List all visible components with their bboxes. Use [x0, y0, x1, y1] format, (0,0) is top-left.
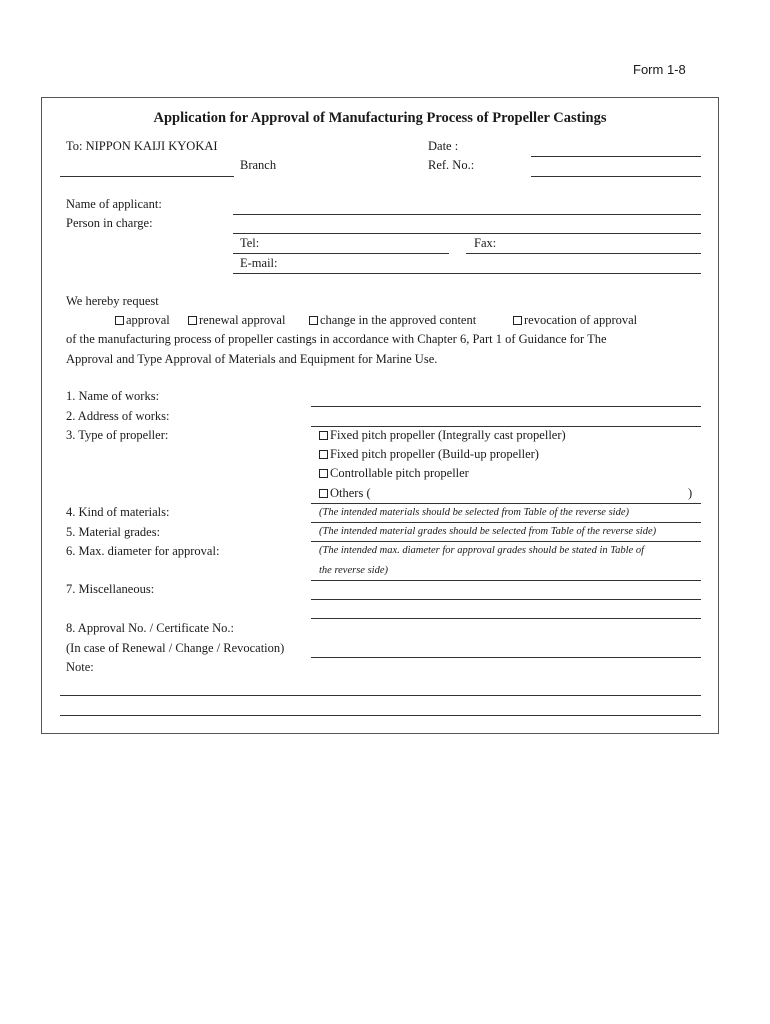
branch-input[interactable] [60, 176, 234, 177]
misc-input-1[interactable] [311, 599, 701, 600]
note-input-1[interactable] [60, 695, 701, 696]
others-input[interactable] [311, 503, 701, 504]
option-approval[interactable] [115, 313, 170, 328]
fax-input[interactable] [466, 253, 701, 254]
checkbox-icon[interactable] [513, 316, 522, 325]
option-revocation[interactable] [513, 313, 637, 328]
checkbox-icon[interactable] [319, 469, 328, 478]
checkbox-icon[interactable] [115, 316, 124, 325]
option-renewal-label: renewal approval [199, 313, 286, 327]
tel-label: Tel: [240, 236, 260, 250]
works-address-label: 2. Address of works: [66, 409, 170, 423]
branch-label: Branch [240, 158, 277, 172]
grades-hint: (The intended material grades should be selected from Table of the reverse side) [319, 526, 657, 537]
diameter-hint-line1: (The intended max. diameter for approval grades should be stated in Table of [319, 545, 644, 556]
propeller-option-label: Fixed pitch propeller (Integrally cast propeller) [330, 428, 566, 442]
option-approval-label: approval [126, 313, 170, 327]
checkbox-icon[interactable] [309, 316, 318, 325]
checkbox-icon[interactable] [319, 489, 328, 498]
approval-no-note: (In case of Renewal / Change / Revocation) [66, 641, 285, 655]
ref-no-label: Ref. No.: [428, 158, 475, 172]
propeller-option-label: Controllable pitch propeller [330, 466, 469, 480]
works-name-label: 1. Name of works: [66, 389, 160, 403]
materials-kind-label: 4. Kind of materials: [66, 505, 170, 519]
propeller-option-label: Fixed pitch propeller (Build-up propeller) [330, 447, 539, 461]
materials-hint: (The intended materials should be selected from Table of the reverse side) [319, 507, 629, 518]
diameter-input[interactable] [311, 580, 701, 581]
person-in-charge-label: Person in charge: [66, 216, 153, 230]
grades-input[interactable] [311, 541, 701, 542]
works-address-input[interactable] [311, 426, 701, 427]
propeller-option-build-up[interactable] [319, 447, 539, 462]
option-change-label: change in the approved content [320, 313, 477, 327]
person-in-charge-input[interactable] [233, 233, 701, 234]
ref-no-input[interactable] [531, 176, 701, 177]
propeller-option-controllable[interactable] [319, 466, 469, 481]
materials-input[interactable] [311, 522, 701, 523]
propeller-option-integral[interactable] [319, 428, 566, 443]
checkbox-icon[interactable] [188, 316, 197, 325]
request-text-line1: of the manufacturing process of propeller castings in accordance with Chapter 6, Part 1 of Guidance for The [66, 332, 607, 346]
propeller-option-others[interactable] [319, 486, 371, 501]
request-intro: We hereby request [66, 294, 159, 308]
diameter-hint-line2: the reverse side) [319, 565, 388, 576]
propeller-option-label: Others ( [330, 486, 371, 500]
misc-input-2[interactable] [311, 618, 701, 619]
applicant-name-input[interactable] [233, 214, 701, 215]
tel-input[interactable] [233, 253, 449, 254]
note-label: Note: [66, 660, 94, 674]
misc-label: 7. Miscellaneous: [66, 582, 155, 596]
note-input-2[interactable] [60, 715, 701, 716]
option-revocation-label: revocation of approval [524, 313, 638, 327]
approval-no-input[interactable] [311, 657, 701, 658]
checkbox-icon[interactable] [319, 450, 328, 459]
fax-label: Fax: [474, 236, 497, 250]
max-diameter-label: 6. Max. diameter for approval: [66, 544, 220, 558]
email-label: E-mail: [240, 256, 278, 270]
approval-no-label: 8. Approval No. / Certificate No.: [66, 621, 235, 635]
date-input[interactable] [531, 156, 701, 157]
date-label: Date : [428, 139, 459, 153]
email-input[interactable] [233, 273, 701, 274]
others-close-paren: ) [688, 486, 693, 500]
propeller-type-label: 3. Type of propeller: [66, 428, 169, 442]
works-name-input[interactable] [311, 406, 701, 407]
applicant-name-label: Name of applicant: [66, 197, 162, 211]
checkbox-icon[interactable] [319, 431, 328, 440]
form-number: Form 1-8 [633, 62, 686, 77]
option-change-content[interactable] [309, 313, 476, 328]
form-title: Application for Approval of Manufacturing Process of Propeller Castings [153, 110, 607, 126]
material-grades-label: 5. Material grades: [66, 525, 161, 539]
option-renewal-approval[interactable] [188, 313, 285, 328]
request-text-line2: Approval and Type Approval of Materials and Equipment for Marine Use. [66, 352, 438, 366]
to-label: To: NIPPON KAIJI KYOKAI [66, 139, 218, 153]
